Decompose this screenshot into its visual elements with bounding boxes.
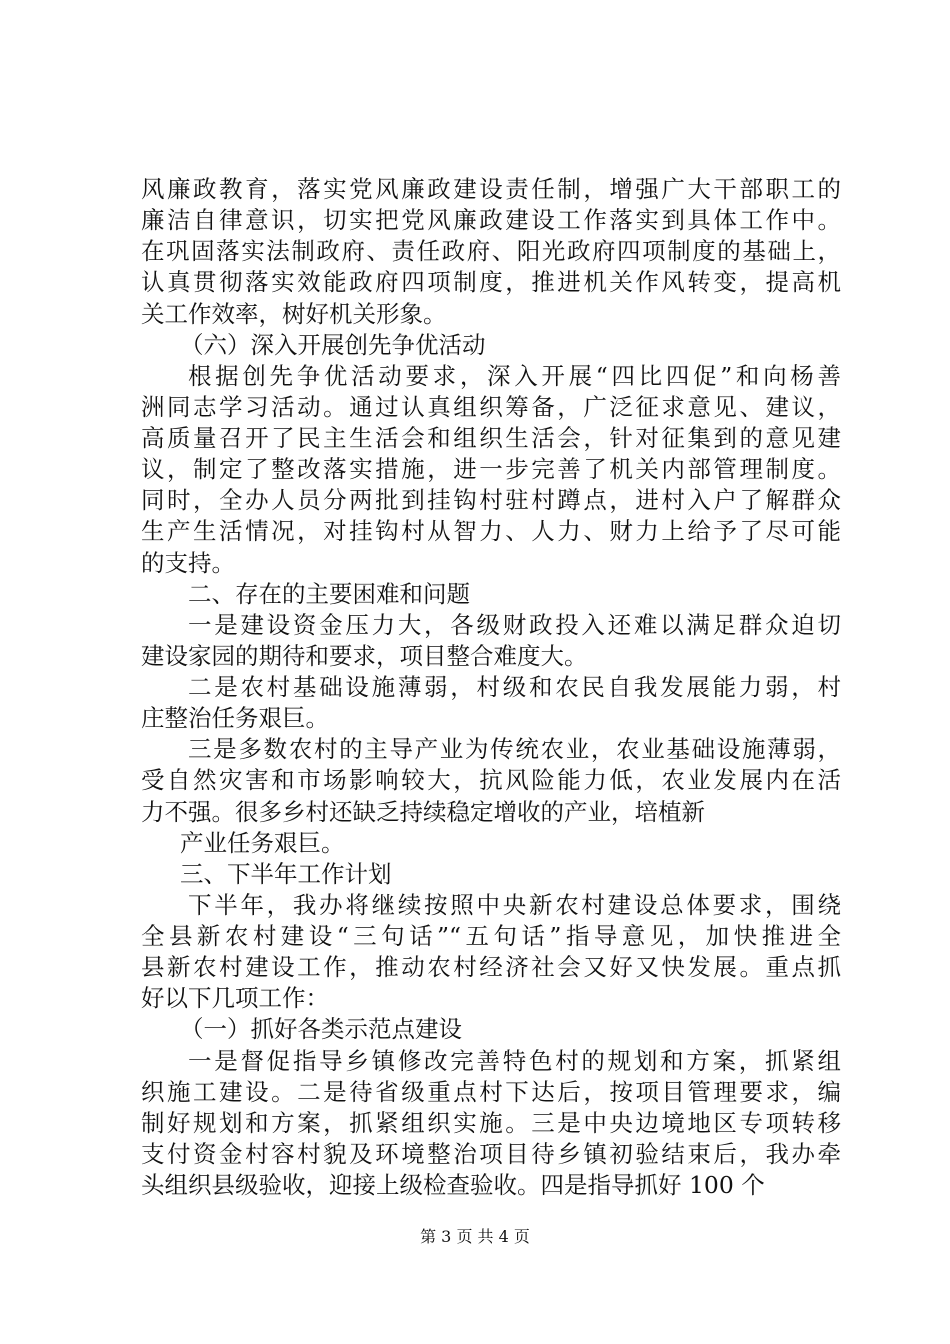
section-heading: 三、下半年工作计划	[180, 860, 392, 888]
paragraph-line: 支付资金村容村貌及环境整治项目待乡镇初验结束后，我办牵	[141, 1140, 841, 1168]
paragraph-line: 一是督促指导乡镇修改完善特色村的规划和方案，抓紧组	[188, 1047, 841, 1075]
paragraph-line: 认真贯彻落实效能政府四项制度，推进机关作风转变，提高机	[141, 268, 841, 296]
paragraph-line: 洲同志学习活动。通过认真组织筹备，广泛征求意见、建议，	[141, 393, 841, 421]
paragraph-line: 一是建设资金压力大，各级财政投入还难以满足群众迫切	[188, 611, 841, 639]
paragraph-line: 的支持。	[141, 549, 235, 577]
paragraph-line: 县新农村建设工作，推动农村经济社会又好又快发展。重点抓	[141, 953, 841, 981]
page-footer: 第 3 页 共 4 页	[420, 1227, 530, 1246]
paragraph-line: 议，制定了整改落实措施，进一步完善了机关内部管理制度。	[141, 455, 841, 483]
paragraph-line: 风廉政教育，落实党风廉政建设责任制，增强广大干部职工的	[141, 175, 841, 203]
paragraph-line: 廉洁自律意识，切实把党风廉政建设工作落实到具体工作中。	[141, 206, 841, 234]
paragraph-line: 根据创先争优活动要求，深入开展“四比四促”和向杨善	[188, 362, 841, 390]
paragraph-line: 庄整治任务艰巨。	[141, 704, 329, 732]
section-heading: 二、存在的主要困难和问题	[188, 580, 470, 608]
paragraph-line: 关工作效率，树好机关形象。	[141, 300, 447, 328]
paragraph-line: 产业任务艰巨。	[180, 829, 345, 857]
paragraph-line: 二是农村基础设施薄弱，村级和农民自我发展能力弱，村	[188, 673, 841, 701]
paragraph-line: 头组织县级验收，迎接上级检查验收。四是指导抓好 100 个	[141, 1171, 765, 1199]
paragraph-line: 在巩固落实法制政府、责任政府、阳光政府四项制度的基础上，	[141, 237, 841, 265]
section-heading: （一）抓好各类示范点建设	[180, 1015, 462, 1043]
paragraph-line: 力不强。很多乡村还缺乏持续稳定增收的产业，培植新	[141, 798, 705, 826]
paragraph-line: 生产生活情况，对挂钩村从智力、人力、财力上给予了尽可能	[141, 517, 841, 545]
paragraph-line: 全县新农村建设“三句话”“五句话”指导意见，加快推进全	[141, 922, 841, 950]
paragraph-line: 下半年，我办将继续按照中央新农村建设总体要求，围绕	[188, 891, 841, 919]
paragraph-line: 三是多数农村的主导产业为传统农业，农业基础设施薄弱，	[188, 735, 841, 763]
paragraph-line: 同时，全办人员分两批到挂钩村驻村蹲点，进村入户了解群众	[141, 486, 841, 514]
paragraph-line: 高质量召开了民主生活会和组织生活会，针对征集到的意见建	[141, 424, 841, 452]
section-heading: （六）深入开展创先争优活动	[180, 331, 486, 359]
paragraph-line: 建设家园的期待和要求，项目整合难度大。	[141, 642, 588, 670]
paragraph-line: 织施工建设。二是待省级重点村下达后，按项目管理要求，编	[141, 1078, 841, 1106]
paragraph-line: 好以下几项工作：	[141, 984, 329, 1012]
paragraph-line: 受自然灾害和市场影响较大，抗风险能力低，农业发展内在活	[141, 766, 841, 794]
paragraph-line: 制好规划和方案，抓紧组织实施。三是中央边境地区专项转移	[141, 1109, 841, 1137]
